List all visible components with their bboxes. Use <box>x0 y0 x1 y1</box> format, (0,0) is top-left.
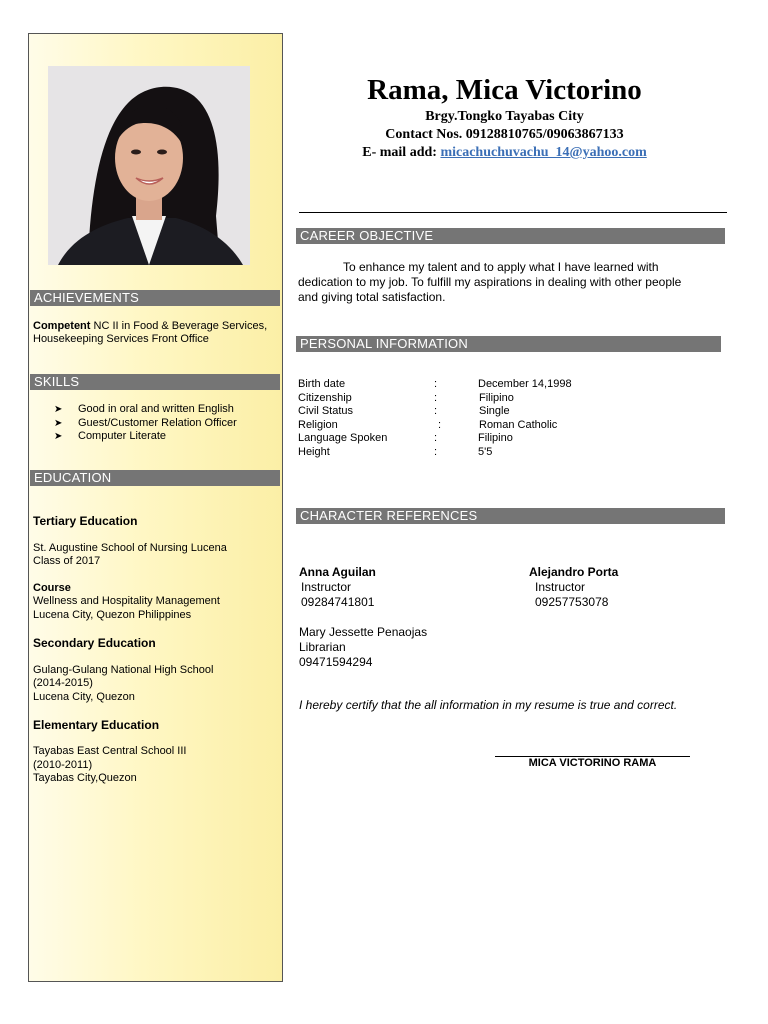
achievement-text: NC II in Food & Beverage Services, <box>90 320 268 332</box>
objective-line-2: dedication to my job. To fulfill my aspirations in dealing with other people <box>298 275 682 289</box>
info-colon: : <box>438 418 442 431</box>
skill-item <box>54 403 237 417</box>
skill-item <box>54 430 237 444</box>
skill-item <box>54 417 237 431</box>
info-value: December 14,1998 <box>478 378 572 390</box>
course-location: Lucena City, Quezon Philippines <box>33 609 192 621</box>
reference-phone: 09284741801 <box>301 595 375 609</box>
profile-photo <box>48 66 250 265</box>
elementary-years: (2010-2011) <box>33 759 93 771</box>
tertiary-education-heading: Tertiary Education <box>33 514 138 528</box>
info-colon: : <box>434 445 438 458</box>
secondary-location: Lucena City, Quezon <box>33 691 135 703</box>
info-label: Citizenship <box>298 391 352 404</box>
achievement-level: Competent <box>33 320 91 332</box>
achievements-heading: ACHIEVEMENTS <box>30 290 280 306</box>
info-label: Language Spoken <box>298 432 388 444</box>
email-label: E- mail add: <box>362 145 437 160</box>
achievement-line <box>33 320 267 334</box>
info-colon: : <box>434 378 438 390</box>
info-value: Single <box>479 405 510 417</box>
info-value: 5'5 <box>478 445 493 458</box>
course-name: Wellness and Hospitality Management <box>33 595 220 607</box>
skill-text: Guest/Customer Relation Officer <box>78 416 237 429</box>
info-colon: : <box>434 405 438 417</box>
resume-name: Rama, Mica Victorino <box>367 74 642 106</box>
secondary-years: (2014-2015) <box>33 677 93 689</box>
skills-heading: SKILLS <box>30 374 280 390</box>
info-value: Filipino <box>478 432 513 444</box>
info-label: Religion <box>298 418 338 431</box>
objective-line-3: and giving total satisfaction. <box>298 290 446 304</box>
info-colon: : <box>434 391 438 404</box>
info-label: Civil Status <box>298 405 354 417</box>
reference-phone: 09471594294 <box>299 655 373 669</box>
skill-text: Computer Literate <box>78 430 167 442</box>
reference-role: Instructor <box>535 580 586 594</box>
tertiary-school: St. Augustine School of Nursing Lucena <box>33 542 227 554</box>
reference-name: Anna Aguilan <box>299 565 376 579</box>
arrow-bullet-icon: ➤ <box>54 417 63 429</box>
info-colon: : <box>434 432 438 444</box>
address: Brgy.Tongko Tayabas City <box>425 109 584 124</box>
skill-text: Good in oral and written English <box>78 403 234 415</box>
elementary-location: Tayabas City,Quezon <box>33 772 137 784</box>
reference-name: Mary Jessette Penaojas <box>299 625 428 639</box>
elementary-education-heading: Elementary Education <box>33 718 160 732</box>
personal-information-heading: PERSONAL INFORMATION <box>296 336 721 352</box>
email-line <box>283 144 726 161</box>
arrow-bullet-icon: ➤ <box>54 431 63 442</box>
info-value: Roman Catholic <box>479 418 558 431</box>
reference-phone: 09257753078 <box>535 595 609 609</box>
profile-photo-illustration <box>48 66 250 265</box>
certification-statement: I hereby certify that the all information in my resume is true and correct. <box>299 698 678 712</box>
skills-list <box>54 403 237 444</box>
character-references-heading: CHARACTER REFERENCES <box>296 508 725 524</box>
reference-name: Alejandro Porta <box>529 565 619 579</box>
education-heading: EDUCATION <box>30 470 280 486</box>
info-label: Birth date <box>298 378 346 390</box>
reference-role: Librarian <box>299 640 346 654</box>
email-link[interactable]: micachuchuvachu_14@yahoo.com <box>440 145 647 160</box>
elementary-school: Tayabas East Central School III <box>33 745 187 757</box>
secondary-education-heading: Secondary Education <box>33 636 156 650</box>
signature-name: MICA VICTORINO RAMA <box>528 757 657 769</box>
secondary-school: Gulang-Gulang National High School <box>33 664 214 676</box>
header-divider <box>299 212 727 213</box>
reference-role: Instructor <box>301 580 352 594</box>
info-label: Height <box>298 445 330 458</box>
career-objective-heading: CAREER OBJECTIVE <box>296 228 725 244</box>
info-value: Filipino <box>479 391 514 404</box>
objective-line-1: To enhance my talent and to apply what I have learned with <box>343 260 659 274</box>
tertiary-class: Class of 2017 <box>33 555 101 567</box>
contact-numbers: Contact Nos. 09128810765/09063867133 <box>385 127 624 142</box>
course-heading: Course <box>33 582 71 594</box>
achievement-line-2: Housekeeping Services Front Office <box>33 333 209 345</box>
arrow-bullet-icon: ➤ <box>54 404 63 415</box>
